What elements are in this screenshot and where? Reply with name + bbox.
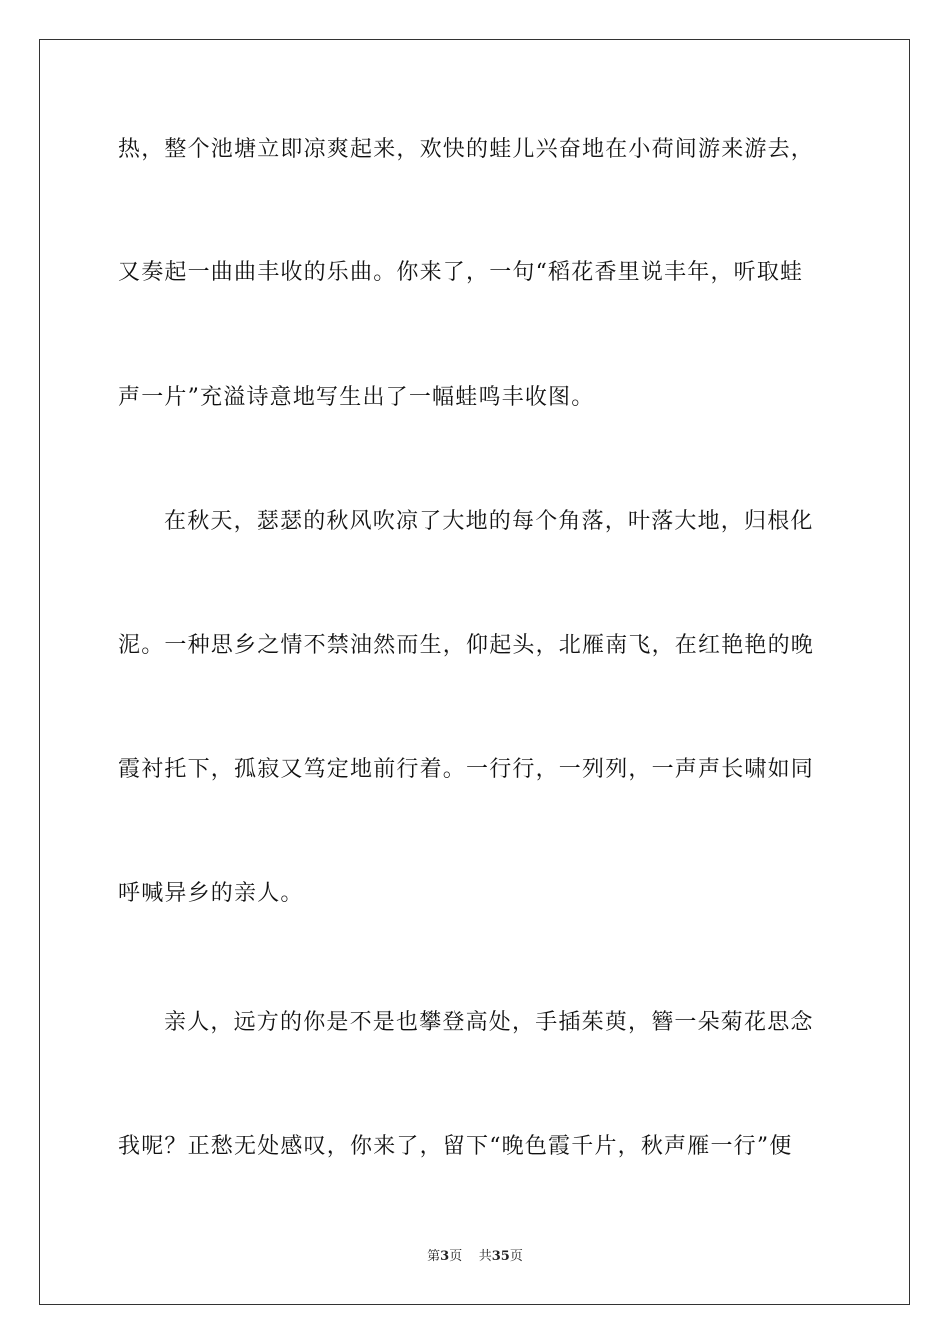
footer-total-unit: 页 bbox=[509, 1249, 523, 1264]
footer-page-unit: 页 bbox=[449, 1249, 463, 1264]
paragraph-2-line-3: 霞衬托下，孤寂又笃定地前行着。一行行，一列列，一声声长啸如同 bbox=[118, 757, 815, 782]
paragraph-2-line-4: 呼喊异乡的亲人。 bbox=[118, 881, 304, 906]
footer-total-pages: 35 bbox=[491, 1249, 510, 1264]
page-border bbox=[39, 39, 910, 1305]
paragraph-3-line-2: 我呢？正愁无处感叹，你来了，留下“晚色霞千片，秋声雁一行”便 bbox=[118, 1134, 793, 1159]
text-line-3: 声一片”充溢诗意地写生出了一幅蛙鸣丰收图。 bbox=[118, 385, 595, 410]
text-line-1: 热，整个池塘立即凉爽起来，欢快的蛙儿兴奋地在小荷间游来游去， bbox=[118, 137, 815, 162]
text-line-2: 又奏起一曲曲丰收的乐曲。你来了，一句“稻花香里说丰年，听取蛙 bbox=[118, 260, 804, 285]
footer-page-number: 3 bbox=[440, 1249, 450, 1264]
paragraph-3-line-1: 亲人，远方的你是不是也攀登高处，手插茱萸，簪一朵菊花思念 bbox=[164, 1010, 814, 1035]
page-footer bbox=[0, 1248, 950, 1266]
paragraph-2-line-2: 泥。一种思乡之情不禁油然而生，仰起头，北雁南飞，在红艳艳的晚 bbox=[118, 633, 815, 658]
footer-page-prefix: 第 bbox=[427, 1249, 441, 1264]
paragraph-2-line-1: 在秋天，瑟瑟的秋风吹凉了大地的每个角落，叶落大地，归根化 bbox=[164, 509, 814, 534]
footer-total-prefix: 共 bbox=[478, 1249, 492, 1264]
